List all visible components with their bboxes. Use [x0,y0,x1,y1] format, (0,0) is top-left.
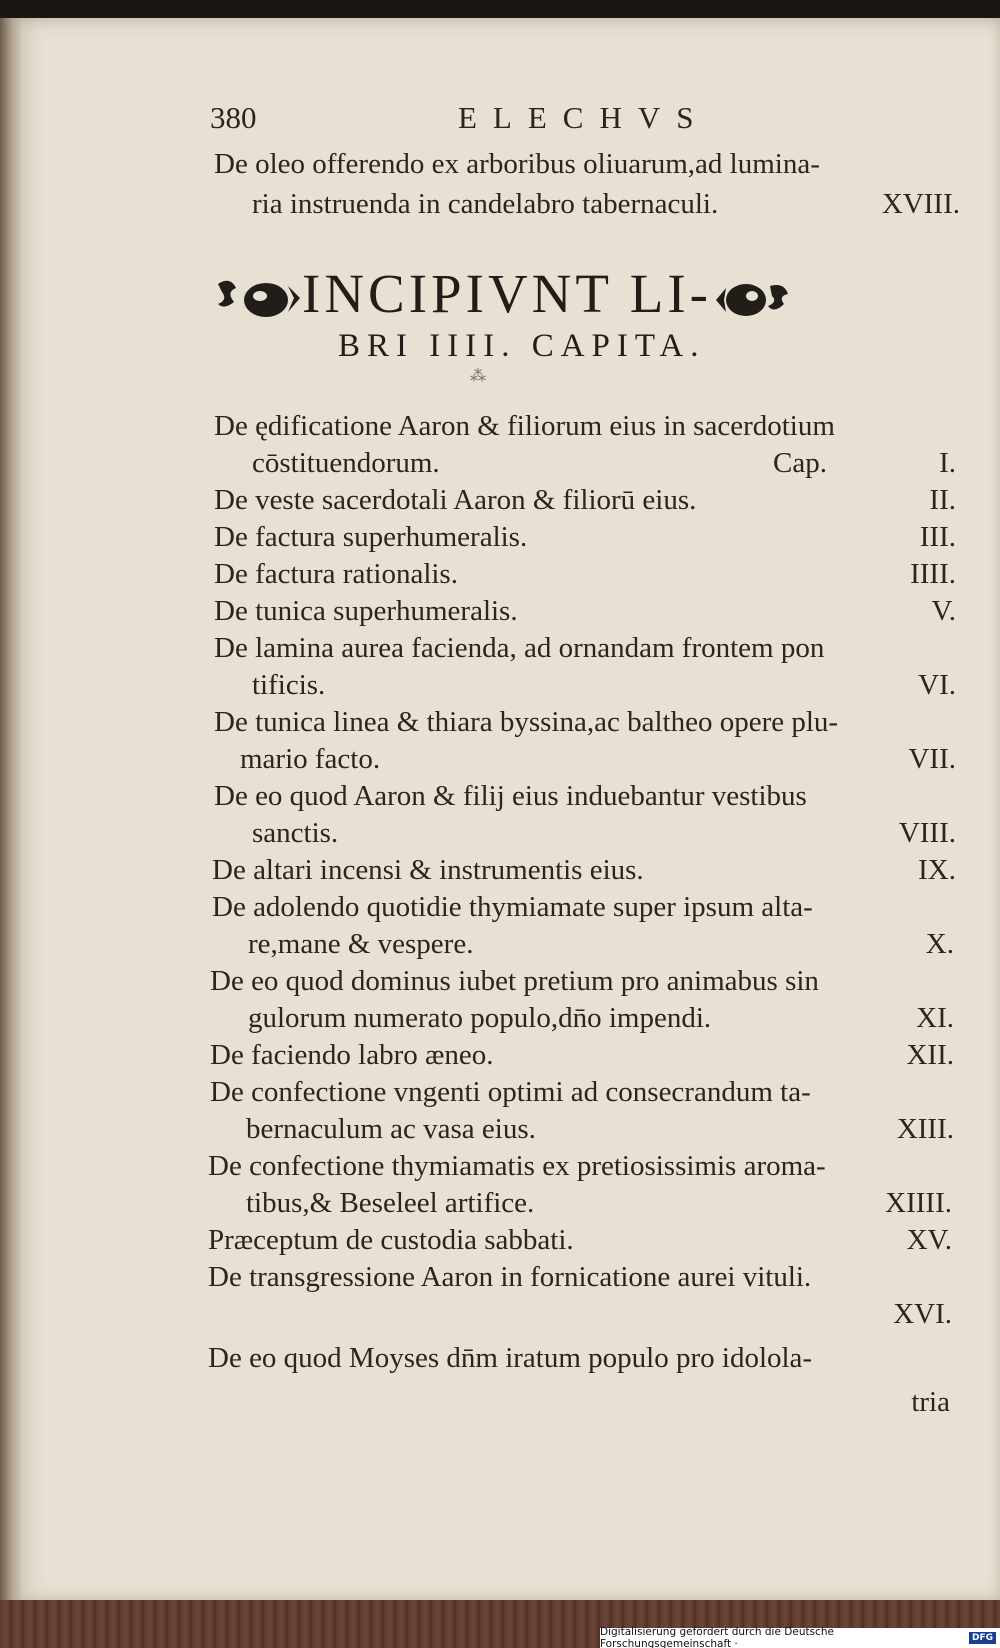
entry-14-line-1: De confectione thymiamatis ex pretiosissimis aroma- [208,1150,826,1182]
entry-5-line-1: De tunica superhumeralis. [214,595,518,627]
entry-2-line-1: De veste sacerdotali Aaron & filiorū eius. [214,484,697,516]
prev-entry-line-2: ria instruenda in candelabro tabernaculi. [252,188,719,220]
entry-1-line-2: cōstituendorum. [252,447,440,479]
credit-text: Digitalisierung gefördert durch die Deutsche Forschungsgemeinschaft · [600,1626,834,1648]
entry-9-number: IX. [918,854,956,886]
digitization-credit [600,1628,1000,1648]
entry-11-number: XI. [916,1002,954,1034]
entry-9-line-1: De altari incensi & instrumentis eius. [212,854,644,886]
entry-4-line-1: De factura rationalis. [214,558,458,590]
printer-mark-icon: ⁂ [470,368,486,385]
entry-3-number: III. [919,521,956,553]
entry-7-line-2: mario facto. [240,743,381,775]
right-fleuron-ornament [712,274,792,324]
catchword: tria [911,1386,950,1418]
running-head [210,100,770,144]
prev-entry-number: XVIII. [881,188,960,220]
entry-17-line-1: De eo quod Moyses dn̄m iratum populo pro idolola- [208,1342,813,1374]
entry-1-cap-label: Cap. [773,447,827,479]
dfg-logo: DFG [969,1632,996,1644]
entry-12-line-1: De faciendo labro æneo. [210,1039,494,1071]
entry-14-line-2: tibus,& Beseleel artifice. [246,1187,535,1219]
entry-2-number: II. [929,484,956,516]
entry-10-line-1: De adolendo quotidie thymiamate super ipsum alta- [212,891,813,923]
entry-3-line-1: De factura superhumeralis. [214,521,528,553]
entry-1-line-1: De ędificatione Aaron & filiorum eius in sacerdotium [214,410,835,442]
entry-10-number: X. [925,928,954,960]
entry-6-line-2: tificis. [252,669,326,701]
heading-text-line-1: INCIPIVNT LI- [302,263,712,324]
entry-4-number: IIII. [910,558,956,590]
entry-14-number: XIIII. [885,1187,952,1219]
entry-15-number: XV. [906,1224,952,1256]
section-heading-line-1 [214,262,959,326]
entry-5-number: V. [931,595,956,627]
entry-11-line-2: gulorum numerato populo,dn̄o impendi. [248,1002,712,1034]
left-fleuron-ornament [214,274,302,324]
entry-7-number: VII. [908,743,956,775]
running-title: ELECHVS [458,100,710,135]
section-heading-line-2: BRI IIII. CAPITA. [338,328,706,364]
entry-13-line-2: bernaculum ac vasa eius. [246,1113,536,1145]
entry-6-line-1: De lamina aurea facienda, ad ornandam frontem pon [214,632,825,664]
entry-8-number: VIII. [898,817,956,849]
entry-7-line-1: De tunica linea & thiara byssina,ac baltheo opere plu- [214,706,839,738]
page-number: 380 [210,100,257,135]
entry-15-line-1: Præceptum de custodia sabbati. [208,1224,574,1256]
entry-8-line-1: De eo quod Aaron & filij eius induebantur vestibus [214,780,807,812]
entry-16-number: XVI. [893,1298,952,1330]
entry-6-number: VI. [918,669,956,701]
entry-1-number: I. [939,447,956,479]
entry-10-line-2: re,mane & vespere. [248,928,474,960]
entry-16-line-1: De transgressione Aaron in fornicatione aurei vituli. [208,1261,812,1293]
page-gutter [0,18,22,1603]
entry-8-line-2: sanctis. [252,817,339,849]
entry-13-number: XIII. [896,1113,954,1145]
entry-12-number: XII. [906,1039,954,1071]
entry-11-line-1: De eo quod dominus iubet pretium pro animabus sin [210,965,819,997]
prev-entry-line-1: De oleo offerendo ex arboribus oliuarum,ad lumina- [214,148,820,180]
entry-13-line-1: De confectione vngenti optimi ad consecrandum ta- [210,1076,811,1108]
